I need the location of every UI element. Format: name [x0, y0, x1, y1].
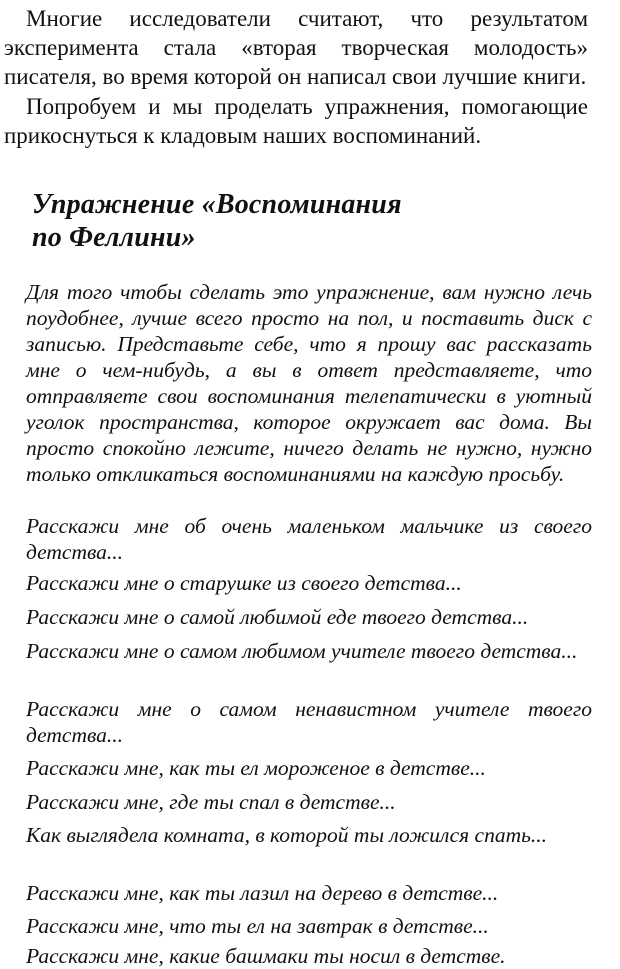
exercise-prompt: Расскажи мне, как ты лазил на дерево в детстве... — [26, 881, 499, 905]
exercise-prompt: Расскажи мне, какие башмаки ты носил в детстве. — [26, 944, 506, 968]
exercise-title-line-1: Упражнение «Воспоминания — [32, 189, 402, 220]
exercise-prompt: Расскажи мне о самом любимом учителе твоего детства... — [26, 639, 578, 663]
exercise-prompt: Расскажи мне, где ты спал в детстве... — [26, 790, 396, 814]
exercise-prompt: Расскажи мне о самом ненавистном учителе твоего детства... — [26, 697, 592, 747]
exercise-prompt: Расскажи мне об очень маленьком мальчике из своего детства... — [26, 514, 592, 564]
exercise-instructions: Для того чтобы сделать это упражнение, вам нужно лечь поудобнее, лучше всего просто на пол, и поставить диск с записью. Представьте себе, что я прошу вас рассказать мне о чем-нибудь, а вы в ответ представляете, что отправляете свои воспоминания телепатически в уютный уголок пространства, которое окружает вас дома. Вы просто спокойно лежите, ничего делать не нужно, нужно только откликаться воспоминаниями на каждую просьбу. — [26, 280, 592, 486]
intro-paragraph-2: Попробуем и мы проделать упражнения, помогающие прикоснуться к кладовым наших воспоминаний. — [4, 94, 588, 148]
exercise-title-line-2: по Феллини» — [32, 222, 196, 253]
exercise-prompt: Расскажи мне, что ты ел на завтрак в детстве... — [26, 914, 489, 938]
exercise-prompt: Расскажи мне о старушке из своего детства... — [26, 571, 462, 595]
intro-paragraph-1: Многие исследователи считают, что результатом эксперимента стала «вторая творческая молодость» писателя, во время которой он написал свои лучшие книги. — [4, 6, 588, 89]
exercise-title — [32, 188, 552, 254]
exercise-prompt: Как выглядела комната, в которой ты ложился спать... — [26, 823, 548, 847]
exercise-prompt: Расскажи мне о самой любимой еде твоего детства... — [26, 605, 529, 629]
exercise-prompt: Расскажи мне, как ты ел мороженое в детстве... — [26, 756, 486, 780]
